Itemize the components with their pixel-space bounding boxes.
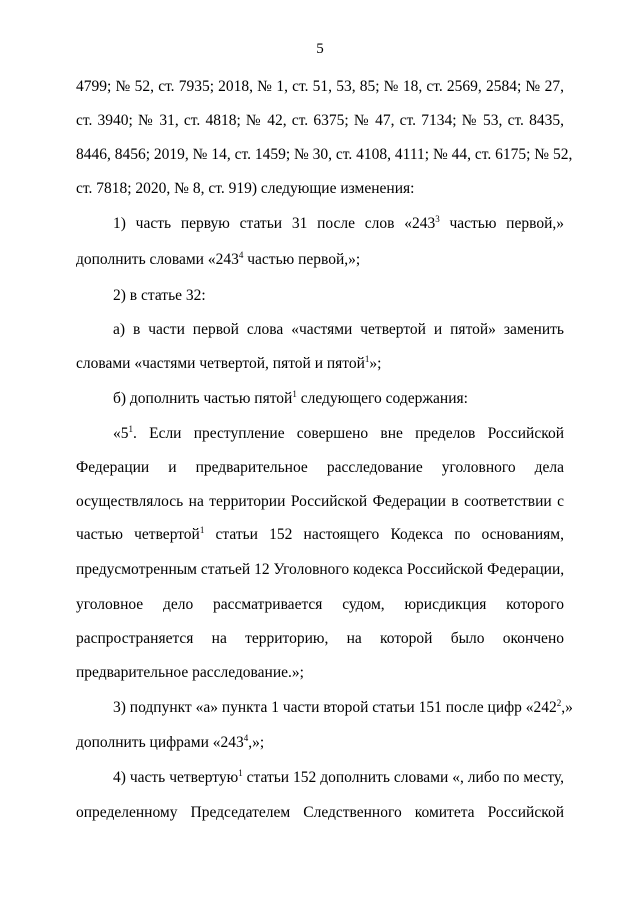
text-span: ,»; bbox=[248, 734, 265, 751]
text-line: ст. 7818; 2020, № 8, ст. 919) следующие изменения: bbox=[76, 180, 415, 197]
superscript: 4 bbox=[238, 250, 244, 260]
superscript: 1 bbox=[292, 389, 297, 399]
text-line: 8446, 8456; 2019, № 14, ст. 1459; № 30, ст. 4108, 4111; № 44, ст. 6175; № 52, bbox=[76, 146, 573, 163]
text-span: ,» bbox=[561, 699, 573, 716]
item3-line1 bbox=[113, 698, 573, 718]
item2-heading: 2) в статье 32: bbox=[113, 287, 206, 304]
text-span: частью первой,» bbox=[439, 215, 564, 232]
item4-line2: определенному Председателем Следственного комитета Российской bbox=[76, 804, 564, 821]
item3-line2 bbox=[76, 733, 564, 753]
superscript: 2 bbox=[556, 698, 562, 708]
text-line: ст. 3940; № 31, ст. 4818; № 42, ст. 6375; № 47, ст. 7134; № 53, ст. 8435, bbox=[76, 112, 564, 129]
superscript: 1 bbox=[364, 354, 370, 364]
text-span: частью первой,»; bbox=[243, 251, 361, 268]
superscript: 1 bbox=[199, 525, 205, 535]
quote-line7: распространяется на территорию, на которой было окончено bbox=[76, 630, 564, 647]
item1-line1 bbox=[113, 214, 564, 234]
text-span: 1) часть первую статьи 31 после слов «243 bbox=[113, 215, 436, 232]
text-span: «5 bbox=[113, 425, 129, 442]
item2b-line bbox=[113, 389, 564, 409]
superscript: 1 bbox=[238, 768, 243, 778]
superscript: 1 bbox=[128, 424, 133, 434]
item4-line1 bbox=[113, 768, 564, 788]
text-span: словами «частями четвертой, пятой и пятой bbox=[76, 355, 365, 372]
text-span: дополнить словами «243 bbox=[76, 251, 239, 268]
quote-line1 bbox=[113, 424, 564, 444]
text-span: статьи 152 дополнить словами «, либо по месту, bbox=[242, 769, 565, 786]
quote-line6: уголовное дело рассматривается судом, юрисдикция которого bbox=[76, 596, 564, 613]
text-span: 3) подпункт «а» пункта 1 части второй статьи 151 после цифр «242 bbox=[113, 699, 557, 716]
quote-line8: предварительное расследование.»; bbox=[76, 664, 304, 681]
superscript: 3 bbox=[435, 214, 440, 224]
text-span: дополнить цифрами «243 bbox=[76, 734, 244, 751]
text-span: . Если преступление совершено вне пределов Российской bbox=[133, 425, 564, 442]
text-span: 4) часть четвертую bbox=[113, 769, 239, 786]
text-line: 4799; № 52, ст. 7935; 2018, № 1, ст. 51, 53, 85; № 18, ст. 2569, 2584; № 27, bbox=[76, 78, 564, 95]
text-span: следующего содержания: bbox=[296, 390, 468, 407]
text-span: частью четвертой bbox=[76, 526, 200, 543]
quote-line4 bbox=[76, 525, 564, 545]
text-span: б) дополнить частью пятой bbox=[113, 390, 293, 407]
page-number: 5 bbox=[316, 41, 324, 57]
item1-line2 bbox=[76, 250, 564, 270]
item2a-line2 bbox=[76, 354, 564, 374]
text-span: »; bbox=[369, 355, 382, 372]
quote-line3: осуществлялось на территории Российской Федерации в соответствии с bbox=[76, 493, 564, 510]
item2a-line1: а) в части первой слова «частями четвертой и пятой» заменить bbox=[113, 321, 564, 338]
superscript: 4 bbox=[243, 733, 249, 743]
quote-line5: предусмотренным статьей 12 Уголовного кодекса Российской Федерации, bbox=[76, 561, 565, 578]
quote-line2: Федерации и предварительное расследование уголовного дела bbox=[76, 459, 564, 476]
text-span: статьи 152 настоящего Кодекса по основаниям, bbox=[204, 526, 564, 543]
